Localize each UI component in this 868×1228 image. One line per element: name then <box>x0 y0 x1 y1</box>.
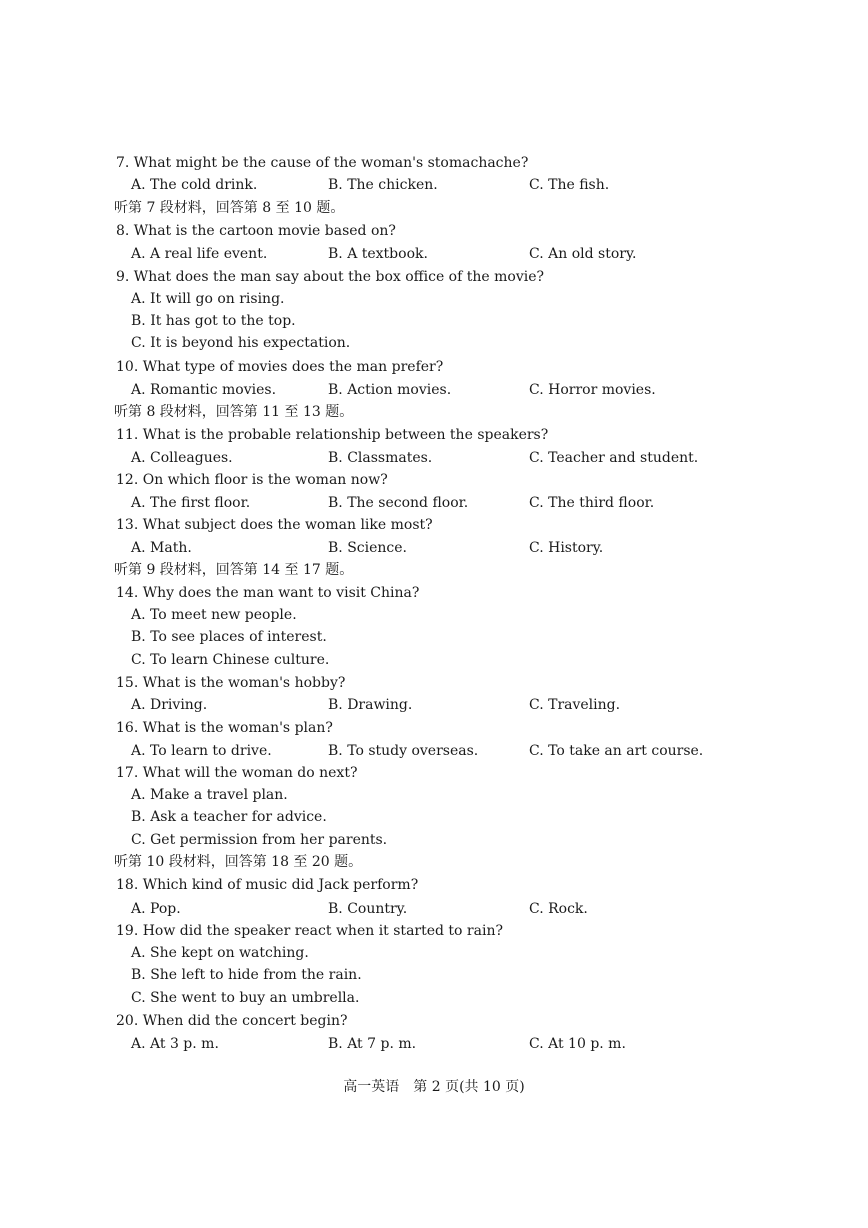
option-c: C. Teacher and student. <box>529 450 699 466</box>
option-a: A. Driving. <box>131 697 208 713</box>
option-14-c: C. To learn Chinese culture. <box>131 652 330 668</box>
question-19 <box>0 920 868 942</box>
option-c: C. Horror movies. <box>529 382 656 398</box>
question-12 <box>0 469 868 491</box>
option-19-b: B. She left to hide from the rain. <box>131 967 362 983</box>
options-15 <box>0 694 868 716</box>
option-c: C. Traveling. <box>529 697 621 713</box>
question-text: 12. On which floor is the woman now? <box>116 472 388 488</box>
option-a: A. Romantic movies. <box>131 382 277 398</box>
option-17-c: C. Get permission from her parents. <box>131 832 388 848</box>
option-b: B. A textbook. <box>328 246 428 262</box>
question-text: 10. What type of movies does the man prefer? <box>116 359 444 375</box>
question-text: 7. What might be the cause of the woman's stomachache? <box>116 155 529 171</box>
option-c: C. To take an art course. <box>529 743 704 759</box>
option-17-b: B. Ask a teacher for advice. <box>131 809 327 825</box>
option-c: C. Rock. <box>529 901 588 917</box>
option-9-b: B. It has got to the top. <box>131 313 296 329</box>
options-16 <box>0 740 868 762</box>
question-text: 9. What does the man say about the box office of the movie? <box>116 269 544 285</box>
options-20 <box>0 1033 868 1055</box>
option-b: B. The second floor. <box>328 495 469 511</box>
options-18 <box>0 898 868 920</box>
options-7 <box>0 174 868 196</box>
options-13 <box>0 537 868 559</box>
option-b: B. Country. <box>328 901 408 917</box>
question-text: 14. Why does the man want to visit China? <box>116 585 420 601</box>
question-9 <box>0 266 868 288</box>
question-16 <box>0 717 868 739</box>
option-a: A. The first floor. <box>131 495 251 511</box>
option-a: A. To learn to drive. <box>131 743 272 759</box>
question-text: 18. Which kind of music did Jack perform? <box>116 877 419 893</box>
option-b: B. At 7 p. m. <box>328 1036 417 1052</box>
question-11 <box>0 424 868 446</box>
question-8 <box>0 220 868 242</box>
question-7 <box>0 152 868 174</box>
option-c: C. History. <box>529 540 604 556</box>
question-text: 17. What will the woman do next? <box>116 765 358 781</box>
options-12 <box>0 492 868 514</box>
option-a: A. At 3 p. m. <box>131 1036 219 1052</box>
option-b: B. Action movies. <box>328 382 452 398</box>
option-9-a: A. It will go on rising. <box>131 291 285 307</box>
option-a: A. A real life event. <box>131 246 268 262</box>
question-10 <box>0 356 868 378</box>
option-b: B. Science. <box>328 540 407 556</box>
section-heading-8: 听第 8 段材料，回答第 11 至 13 题。 <box>114 404 354 420</box>
question-text: 19. How did the speaker react when it started to rain? <box>116 923 503 939</box>
option-b: B. Drawing. <box>328 697 413 713</box>
section-heading-7: 听第 7 段材料，回答第 8 至 10 题。 <box>114 200 345 216</box>
question-text: 16. What is the woman's plan? <box>116 720 333 736</box>
options-10 <box>0 379 868 401</box>
option-9-c: C. It is beyond his expectation. <box>131 335 351 351</box>
option-c: C. At 10 p. m. <box>529 1036 626 1052</box>
option-b: B. To study overseas. <box>328 743 479 759</box>
option-19-a: A. She kept on watching. <box>131 945 309 961</box>
option-b: B. The chicken. <box>328 177 438 193</box>
option-19-c: C. She went to buy an umbrella. <box>131 990 360 1006</box>
option-a: A. Pop. <box>131 901 181 917</box>
option-c: C. An old story. <box>529 246 637 262</box>
options-11 <box>0 447 868 469</box>
question-20 <box>0 1010 868 1032</box>
section-heading-10: 听第 10 段材料，回答第 18 至 20 题。 <box>114 854 363 870</box>
option-14-a: A. To meet new people. <box>131 607 297 623</box>
question-15 <box>0 672 868 694</box>
option-a: A. Colleagues. <box>131 450 233 466</box>
option-c: C. The third floor. <box>529 495 655 511</box>
option-b: B. Classmates. <box>328 450 433 466</box>
question-13 <box>0 514 868 536</box>
question-text: 20. When did the concert begin? <box>116 1013 348 1029</box>
option-a: A. The cold drink. <box>131 177 258 193</box>
option-17-a: A. Make a travel plan. <box>131 787 288 803</box>
option-c: C. The fish. <box>529 177 610 193</box>
page-footer: 高一英语 第 2 页(共 10 页) <box>343 1079 525 1095</box>
option-14-b: B. To see places of interest. <box>131 629 327 645</box>
question-text: 8. What is the cartoon movie based on? <box>116 223 396 239</box>
question-text: 13. What subject does the woman like most? <box>116 517 433 533</box>
question-14 <box>0 582 868 604</box>
question-18 <box>0 874 868 896</box>
section-heading-9: 听第 9 段材料，回答第 14 至 17 题。 <box>114 562 354 578</box>
question-17 <box>0 762 868 784</box>
question-text: 11. What is the probable relationship between the speakers? <box>116 427 549 443</box>
question-text: 15. What is the woman's hobby? <box>116 675 346 691</box>
options-8 <box>0 243 868 265</box>
option-a: A. Math. <box>131 540 192 556</box>
